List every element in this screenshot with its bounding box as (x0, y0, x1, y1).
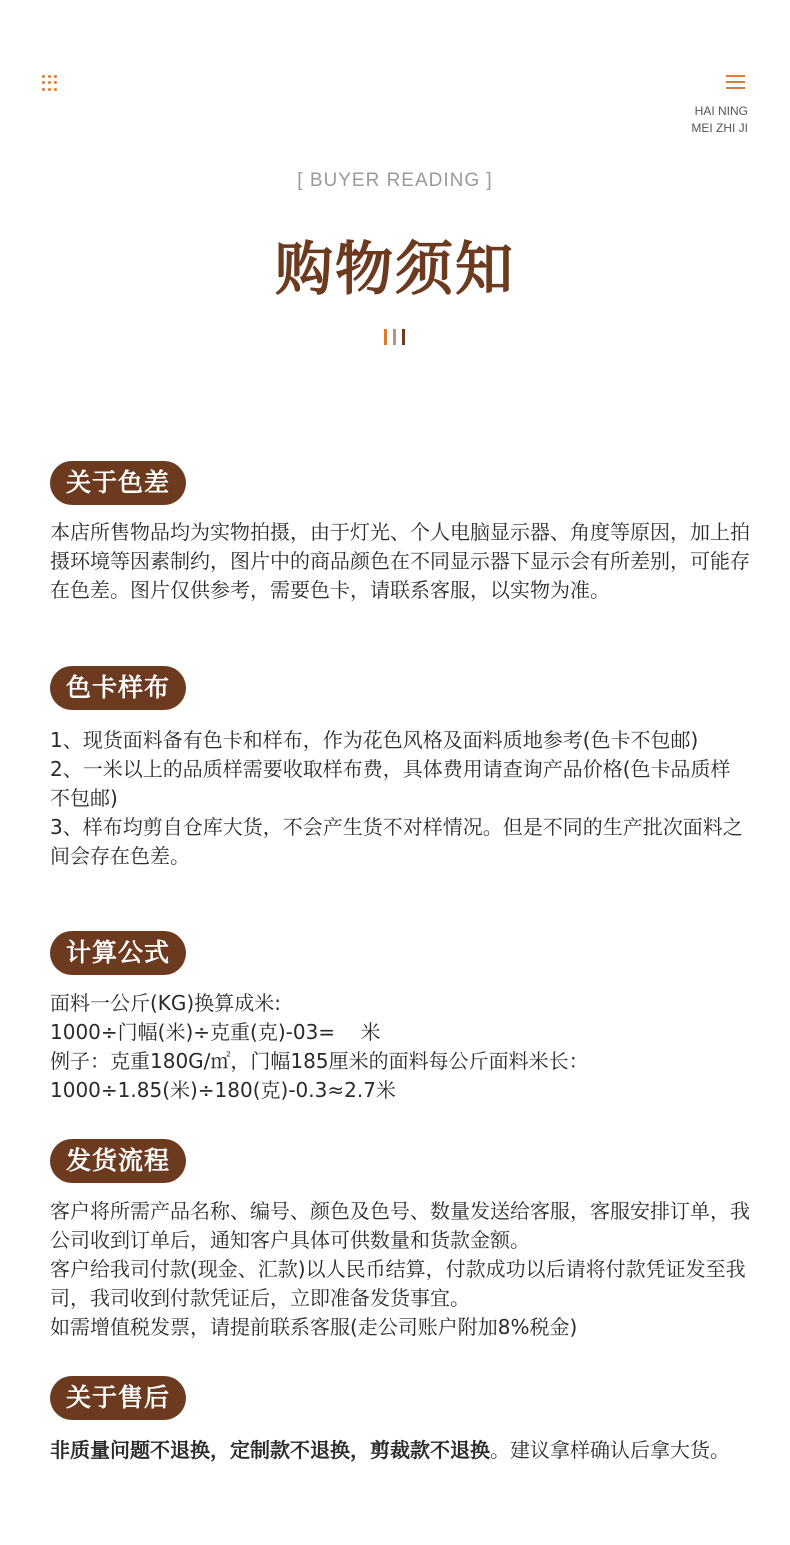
title-divider-decoration (384, 329, 408, 345)
paragraph: 如需增值税发票，请提前联系客服(走公司账户附加8%税金) (50, 1315, 578, 1339)
section-body (50, 989, 750, 1105)
section-heading: 关于售后 (50, 1376, 186, 1420)
section-color-card-samples (50, 666, 750, 871)
grid-dots-icon[interactable] (42, 75, 58, 91)
bold-policy-text: 非质量问题不退换，定制款不退换，剪裁款不退换 (50, 1438, 490, 1462)
paragraph: 客户将所需产品名称、编号、颜色及色号、数量发送给客服，客服安排订单，我公司收到订单后，通知客户具体可供数量和货款金额。 (50, 1199, 750, 1252)
paragraph: 客户给我司付款(现金、汇款)以人民币结算，付款成功以后请将付款凭证发至我司，我司收到付款凭证后，立即准备发货事宜。 (50, 1257, 746, 1310)
section-body (50, 1197, 750, 1342)
section-body (50, 518, 750, 605)
section-after-sales (50, 1376, 750, 1465)
policy-text: 。建议拿样确认后拿大货。 (490, 1438, 730, 1462)
menu-icon[interactable] (726, 75, 745, 90)
section-heading: 色卡样布 (50, 666, 186, 710)
section-color-difference (50, 461, 750, 605)
paragraph: 1、现货面料备有色卡和样布，作为花色风格及面料质地参考(色卡不包邮) (50, 728, 699, 752)
paragraph: 本店所售物品均为实物拍摄，由于灯光、个人电脑显示器、角度等原因，加上拍摄环境等因素制约，图片中的商品颜色在不同显示器下显示会有所差别，可能存在色差。图片仅供参考，需要色卡，请联系客服，以实物为准。 (50, 520, 750, 602)
section-body (50, 1436, 750, 1465)
paragraph: 2、一米以上的品质样需要收取样布费，具体费用请查询产品价格(色卡品质样不包邮) (50, 757, 731, 810)
section-heading: 关于色差 (50, 461, 186, 505)
subtitle: [ BUYER READING ] (297, 170, 493, 191)
paragraph: 面料一公斤(KG)换算成米: (50, 991, 281, 1015)
brand-name (691, 103, 748, 137)
section-calculation-formula (50, 931, 750, 1105)
section-body (50, 726, 750, 871)
brand-line-1: HAI NING (694, 104, 748, 118)
section-shipping-process (50, 1139, 750, 1342)
page-title: 购物须知 (274, 235, 515, 303)
paragraph (50, 1436, 750, 1465)
paragraph: 1000÷门幅(米)÷克重(克)-03= 米 (50, 1020, 381, 1044)
paragraph: 3、样布均剪自仓库大货，不会产生货不对样情况。但是不同的生产批次面料之间会存在色差。 (50, 815, 743, 868)
paragraph: 1000÷1.85(米)÷180(克)-0.3≈2.7米 (50, 1078, 396, 1102)
section-heading: 发货流程 (50, 1139, 186, 1183)
paragraph: 例子：克重180G/㎡，门幅185厘米的面料每公斤面料米长： (50, 1049, 589, 1073)
section-heading: 计算公式 (50, 931, 186, 975)
brand-line-2: MEI ZHI JI (691, 121, 748, 135)
